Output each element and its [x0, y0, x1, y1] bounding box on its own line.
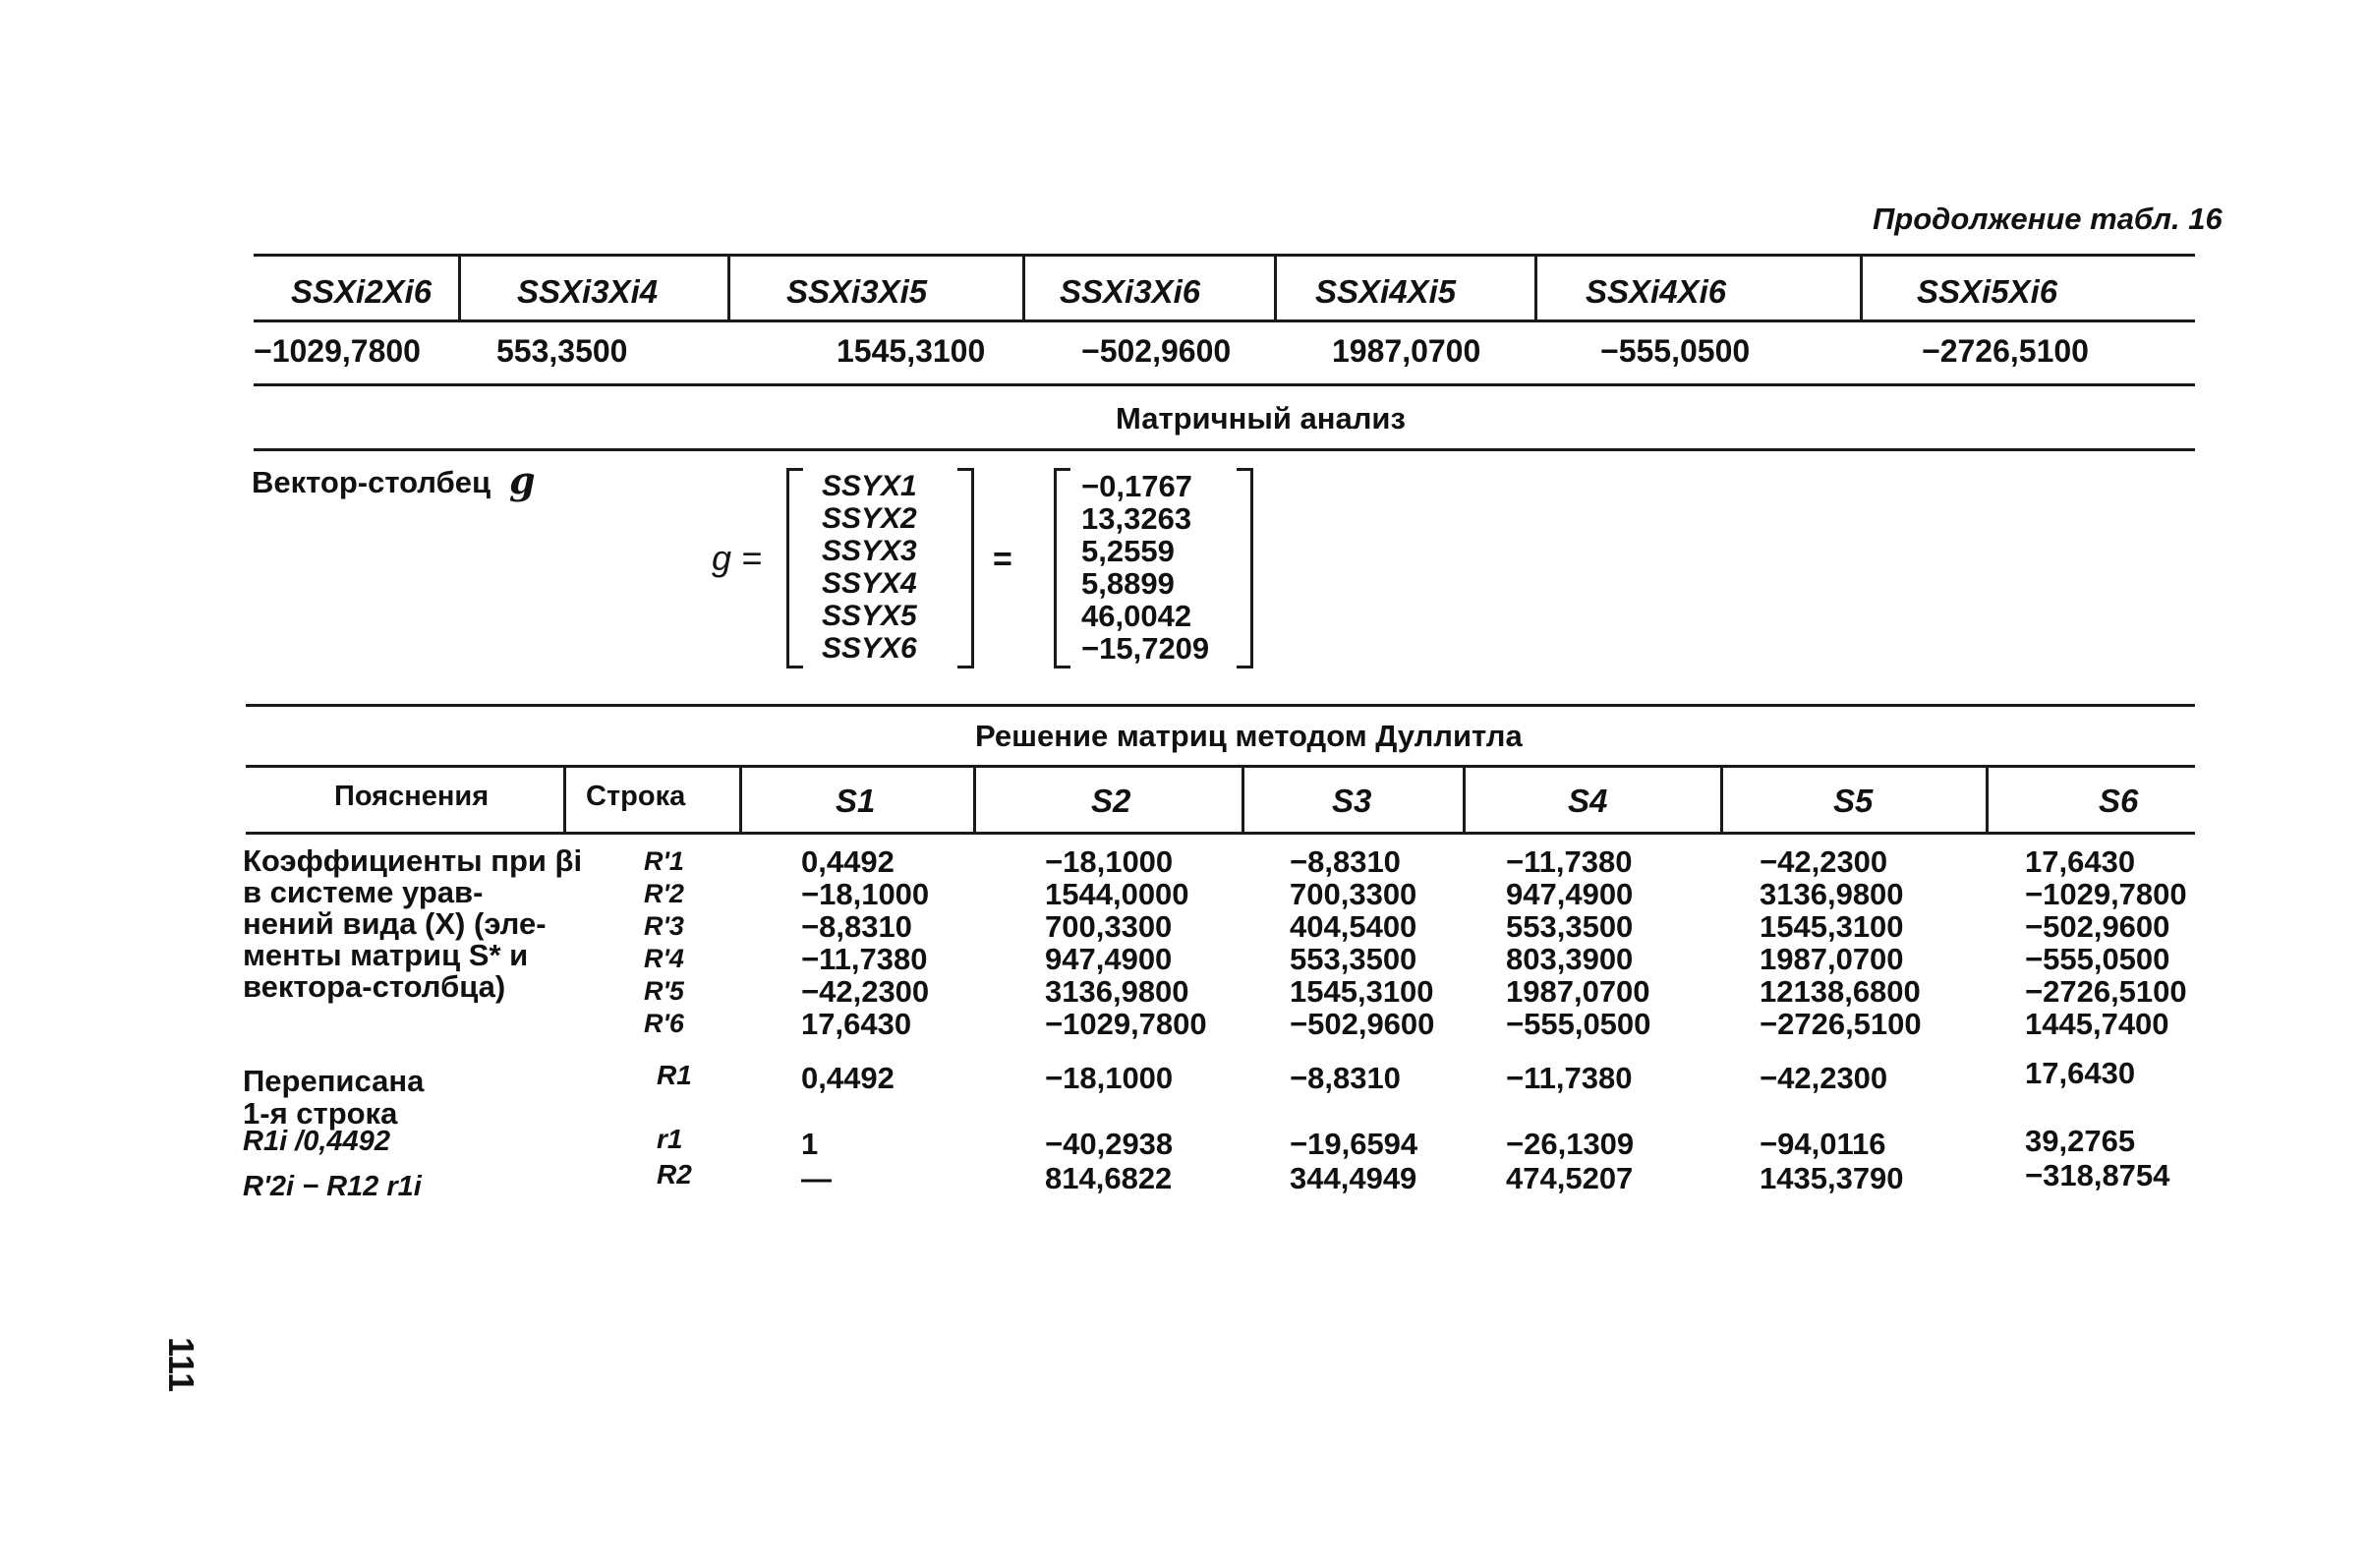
vector-value: 13,3263 [1081, 501, 1192, 536]
top-header: SSXi5Xi6 [1917, 273, 2058, 310]
top-table-rule [254, 383, 2195, 386]
vector-value: −0,1767 [1081, 469, 1192, 503]
coef-label-line: менты матриц S* и [243, 938, 529, 972]
vector-value: 5,8899 [1081, 566, 1175, 601]
top-value: −555,0500 [1600, 333, 1751, 369]
row-label: R'1 [644, 846, 684, 876]
ssyx-name: SSYX5 [822, 600, 917, 632]
rewritten-cell: −18,1000 [1045, 1061, 1174, 1095]
rewritten-cell: 0,4492 [801, 1061, 895, 1095]
coef-label-line: вектора-столбца) [243, 969, 506, 1004]
matrix-cell: 947,4900 [1506, 877, 1634, 911]
r1-cell: 1 [801, 1127, 819, 1161]
row-label: R'2 [644, 879, 684, 908]
rewritten-label-line: Переписана [243, 1064, 425, 1098]
matrix-cell: −555,0500 [1506, 1007, 1651, 1041]
coef-label-line: нений вида (X) (эле- [243, 906, 547, 941]
matrix-cell: −18,1000 [1045, 844, 1174, 879]
matrix-cell: 1544,0000 [1045, 877, 1189, 911]
r1-cell: −19,6594 [1290, 1127, 1418, 1161]
top-value: −2726,5100 [1922, 333, 2089, 369]
matrix-cell: −555,0500 [2025, 942, 2170, 976]
matrix-cell: −502,9600 [2025, 909, 2170, 944]
vector-left-bracket [1054, 468, 1070, 668]
vector-value: −15,7209 [1081, 631, 1210, 666]
section-rule [254, 448, 2195, 451]
column-divider [727, 257, 730, 319]
matrix-left-bracket [786, 468, 803, 668]
column-divider [1720, 768, 1723, 832]
rewritten-label [243, 1065, 424, 1130]
matrix-cell: 553,3500 [1506, 909, 1634, 944]
matrix-cell: −18,1000 [801, 877, 930, 911]
header-s3: S3 [1332, 783, 1372, 819]
doolittle-header-top [246, 765, 2195, 768]
header-s6: S6 [2099, 783, 2139, 819]
matrix-column-s3 [1290, 845, 1434, 1040]
r2-cell: 1435,3790 [1760, 1161, 1904, 1195]
matrix-cell: −2726,5100 [2025, 974, 2187, 1009]
matrix-cell: −8,8310 [1290, 844, 1401, 879]
matrix-cell: 1987,0700 [1506, 974, 1650, 1009]
r1-cell: −26,1309 [1506, 1127, 1635, 1161]
matrix-cell: 3136,9800 [1045, 974, 1189, 1009]
r2-cell: 474,5207 [1506, 1161, 1634, 1195]
vector-label: Вектор-столбец [252, 465, 491, 499]
matrix-column-s4 [1506, 845, 1650, 1040]
matrix-cell: 947,4900 [1045, 942, 1173, 976]
header-s5: S5 [1833, 783, 1874, 819]
row-label: R'6 [644, 1009, 684, 1038]
r1-cell: −94,0116 [1760, 1127, 1886, 1161]
matrix-cell: −42,2300 [1760, 844, 1888, 879]
header-explain: Пояснения [334, 781, 490, 812]
r1-cell: −40,2938 [1045, 1127, 1174, 1161]
rewritten-label-line: 1-я строка [243, 1096, 398, 1131]
matrix-right-bracket [957, 468, 974, 668]
column-divider [563, 768, 566, 832]
coef-explanation [243, 845, 582, 1003]
section-rule [246, 704, 2195, 707]
r2-cell: 344,4949 [1290, 1161, 1417, 1195]
vector-equals: = [993, 541, 1012, 578]
matrix-column-s5 [1760, 845, 1922, 1040]
top-value: −1029,7800 [254, 333, 421, 369]
vector-values [1081, 470, 1209, 665]
header-s1: S1 [836, 783, 876, 819]
top-header: SSXi3Xi5 [786, 273, 928, 310]
doolittle-header-bottom [246, 832, 2195, 835]
top-header: SSXi3Xi4 [517, 273, 659, 310]
column-divider [1860, 257, 1863, 319]
header-s4: S4 [1568, 783, 1608, 819]
matrix-title: Матричный анализ [1116, 401, 1406, 436]
matrix-cell: 803,3900 [1506, 942, 1634, 976]
matrix-cell: −502,9600 [1290, 1007, 1435, 1041]
top-header: SSXi3Xi6 [1060, 273, 1201, 310]
matrix-cell: 17,6430 [2025, 844, 2136, 879]
row-labels [644, 845, 684, 1040]
coef-label-line: в системе урав- [243, 875, 484, 909]
matrix-cell: −42,2300 [801, 974, 930, 1009]
r2-cell: 814,6822 [1045, 1161, 1173, 1195]
ssyx-name: SSYX4 [822, 567, 917, 600]
top-header: SSXi4Xi5 [1315, 273, 1457, 310]
matrix-cell: 1445,7400 [2025, 1007, 2169, 1041]
top-value: 1545,3100 [837, 333, 986, 369]
matrix-cell: 700,3300 [1290, 877, 1417, 911]
rewritten-cell: −42,2300 [1760, 1061, 1888, 1095]
matrix-cell: 1545,3100 [1760, 909, 1904, 944]
column-divider [1463, 768, 1466, 832]
matrix-cell: 553,3500 [1290, 942, 1417, 976]
ssyx-name: SSYX2 [822, 502, 917, 535]
matrix-cell: −1029,7800 [2025, 877, 2187, 911]
vector-value: 46,0042 [1081, 599, 1192, 633]
top-table-rule [254, 254, 2195, 257]
matrix-cell: 700,3300 [1045, 909, 1173, 944]
matrix-cell: −11,7380 [1506, 844, 1633, 879]
r1-label: R1i /0,4492 [243, 1126, 390, 1157]
row-label-r1: r1 [657, 1124, 683, 1154]
top-value: 553,3500 [496, 333, 628, 369]
matrix-cell: 1545,3100 [1290, 974, 1434, 1009]
matrix-cell: 404,5400 [1290, 909, 1417, 944]
matrix-column-s2 [1045, 845, 1207, 1040]
rewritten-cell: 17,6430 [2025, 1056, 2136, 1090]
header-row: Строка [586, 781, 686, 812]
rewritten-cell: −8,8310 [1290, 1061, 1401, 1095]
matrix-column-s1 [801, 845, 929, 1040]
row-label: R'5 [644, 976, 684, 1006]
column-divider [1274, 257, 1277, 319]
matrix-cell: −11,7380 [801, 942, 928, 976]
top-header: SSXi4Xi6 [1586, 273, 1727, 310]
g-equals: g = [712, 538, 763, 578]
matrix-cell: −1029,7800 [1045, 1007, 1207, 1041]
row-label-R1: R1 [657, 1060, 692, 1090]
matrix-cell: 12138,6800 [1760, 974, 1921, 1009]
r2-cell: −318,8754 [2025, 1158, 2170, 1192]
header-s2: S2 [1091, 783, 1131, 819]
matrix-cell: 0,4492 [801, 844, 895, 879]
column-divider [1022, 257, 1025, 319]
g-symbol: g [509, 458, 536, 502]
matrix-cell: 17,6430 [801, 1007, 912, 1041]
vector-value: 5,2559 [1081, 534, 1175, 568]
top-value: 1987,0700 [1332, 333, 1481, 369]
column-divider [739, 768, 742, 832]
page-number: 111 [161, 1337, 202, 1393]
rewritten-cell: −11,7380 [1506, 1061, 1633, 1095]
ssyx-name: SSYX3 [822, 535, 917, 567]
coef-label-line: Коэффициенты при βi [243, 843, 583, 878]
column-divider [1242, 768, 1244, 832]
column-divider [458, 257, 461, 319]
ssyx-name: SSYX6 [822, 632, 917, 665]
matrix-cell: −2726,5100 [1760, 1007, 1922, 1041]
doolittle-title: Решение матриц методом Дуллитла [975, 719, 1523, 753]
column-divider [1986, 768, 1989, 832]
matrix-cell: −8,8310 [801, 909, 912, 944]
matrix-cell: 3136,9800 [1760, 877, 1904, 911]
top-header: SSXi2Xi6 [291, 273, 433, 310]
row-label: R'4 [644, 944, 684, 973]
row-label: R'3 [644, 911, 684, 941]
r2-cell: — [801, 1161, 832, 1195]
vector-right-bracket [1237, 468, 1253, 668]
column-divider [1534, 257, 1537, 319]
matrix-cell: 1987,0700 [1760, 942, 1904, 976]
ssyx-names [822, 470, 917, 665]
top-value: −502,9600 [1081, 333, 1232, 369]
matrix-column-s6 [2025, 845, 2187, 1040]
top-table-rule [254, 319, 2195, 322]
row-label-R2: R2 [657, 1159, 692, 1190]
r1-cell: 39,2765 [2025, 1124, 2136, 1158]
continuation-caption: Продолжение табл. 16 [1873, 202, 2223, 236]
r2-label: R'2i − R12 r1i [243, 1171, 422, 1202]
ssyx-name: SSYX1 [822, 470, 917, 502]
column-divider [973, 768, 976, 832]
